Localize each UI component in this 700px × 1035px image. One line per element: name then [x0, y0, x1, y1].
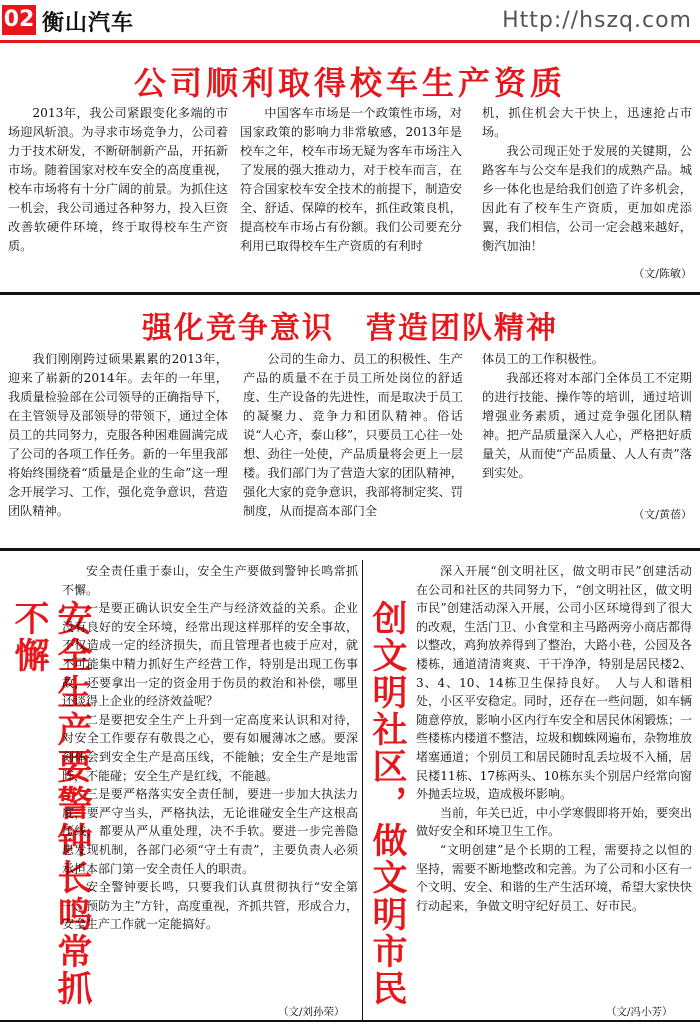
article2-col3-text: 我部还将对本部门全体员工不定期的进行技能、操作等的培训，通过培训增强业务素质，通过竞争强化团队精神。把产品质量深入人心，严格把好质量关，从而使“产品质量、人人有责”落到实处。: [482, 371, 692, 480]
article1-col3-cont: 机，抓住机会大干快上，迅速抢占市场。: [482, 106, 692, 139]
article4-paragraph: 当前，年关已近，中小学寒假即将开始，要突出做好安全和环境卫生工作。: [416, 805, 693, 839]
page-number: 02: [2, 5, 36, 35]
article3-paragraph: 一是要正确认识安全生产与经济效益的关系。企业没有良好的安全环境，经常出现这样那样的安全事故，不仅造成一定的经济损失，而且管理者也疲于应对，就不可能集中精力抓好生产经营工作，特别是出现工伤事故，还要拿出一定的资金用于伤员的救治和补偿，哪里还谈得上企业的经济效益呢？: [62, 601, 358, 709]
bottom-rule: [0, 1020, 700, 1022]
article1-byline: （文/陈敏）: [633, 267, 692, 280]
article2-col2-text: 公司的生命力、员工的积极性、生产产品的质量不在于员工所处岗位的舒适度、生产设备的先进性，而是取决于员工的凝聚力、竞争力和团队精神。俗话说“人心齐，泰山移”，只要员工心往一处想、劲往一处使，产品质量将会更上一层楼。我们部门为了营造大家的团队精神，强化大家的竞争意识，我部将制定奖、罚制度，从而提高本部门全: [243, 352, 463, 518]
article3-paragraph: 三是要严格落实安全责任制，要进一步加大执法力度，要严守当头，严格执法，无论谁碰安全生产这根高压线，都要从严从重处理，决不手软。要进一步完善隐患发现机制，各部门必须“守土有责”，主要负责人必须承担本部门第一安全责任人的职责。: [62, 787, 358, 876]
article1-col3: [482, 104, 692, 283]
article2-title: 强化竞争意识 营造团队精神: [142, 311, 558, 346]
article1-col1: [8, 104, 228, 256]
article3-paragraph: 安全责任重于泰山，安全生产要做到警钟长鸣常抓不懈。: [62, 564, 358, 597]
article4-paragraph: “文明创建”是个长期的工程，需要持之以恒的坚持，需要不断地整改和完善。为了公司和小区有一个文明、安全、和谐的生产生活环境，希望大家快快行动起来，争做文明守纪好员工、好市民。: [416, 842, 693, 913]
article2-col3-cont: 体员工的工作积极性。: [482, 352, 604, 366]
article2-col2: [243, 350, 463, 521]
website-url[interactable]: Http://hszq.com: [502, 8, 692, 33]
header-rule: [0, 40, 700, 43]
article4-title: 创文明社区，做文明市民: [367, 600, 407, 1007]
article2-col1: [8, 350, 228, 521]
article2-col1-text: 我们刚刚跨过硕果累累的2013年，迎来了崭新的2014年。去年的一年里，我质量检验部在公司领导的正确指导下，在主管领导及部领导的带领下，通过全体员工的共同努力，克服各种困难圆满完成了公司的各项工作任务。新的一年里我部将始终围绕着“质量是企业的生命”这一理念开展学习、工作，强化竞争意识，营造团队精神。: [8, 352, 228, 518]
article4-body: [416, 562, 692, 915]
article1-title: 公司顺利取得校车生产资质: [133, 64, 566, 102]
article1-col3-text: 我公司现正处于发展的关键期，公路客车与公交车是我们的成熟产品。城乡一体化也是给我们创造了许多机会，因此有了校车生产资质，更加如虎添翼，我们相信，公司一定会越来越好，衡汽加油！: [482, 144, 692, 253]
article1-col2-text: 中国客车市场是一个政策性市场，对国家政策的影响力非常敏感，2013年是校车之年，校车市场无疑为客车市场注入了发展的强大推动力，对于校车而言，在符合国家校车安全技术的前提下，制造安全、舒适、保障的校车，抓住政策良机，提高校车市场占有份额。我们公司要充分利用已取得校车生产资质的有利时: [240, 106, 462, 253]
article1-col1-text: 2013年，我公司紧跟变化多端的市场迎风斩浪。为寻求市场竞争力，公司着力于技术研发，不断研制新产品，开拓新市场。随着国家对校车安全的高度重视，校车市场将有十分广阔的前景。为抓住这一机会，我公司通过各种努力，投入巨资改善软硬件环境，终于取得校车生产资质。: [8, 106, 228, 253]
article3-paragraph: 安全警钟要长鸣，只要我们认真贯彻执行“安全第一、预防为主”方针，高度重视，齐抓共管，形成合力，安全生产工作就一定能搞好。: [62, 880, 358, 932]
article4-paragraph: 深入开展“创文明社区，做文明市民”创建活动在公司和社区的共同努力下，“创文明社区，做文明市民”创建活动深入开展，公司小区环境得到了很大的改观，生活门卫、小食堂和主马路两旁小商店都得以整改，鸡狗放养得到了整治，大路小巷，公园及各楼栋，通道清清爽爽、干干净净，特别是居民楼2、3、4、10、14栋卫生保持良好。 人与人和谐相处，小区平安稳定。同时，还存在一些问题，如车辆随意停放，影响小区内行车安全和居民休闲锻炼；一些楼栋内楼道不整洁，垃圾和蜘蛛网遍布，杂物堆放堵塞通道；个别员工和居民随时乱丢垃圾不入桶，居民楼11栋、17栋两头、10栋东头个别居户经常向窗外抛丢垃圾，造成极坏影响。: [416, 564, 693, 802]
article3-byline: （文/刘孙荣）: [278, 1006, 345, 1018]
article2-col3: [482, 350, 692, 524]
article3-paragraph: 二是要把安全生产上升到一定高度来认识和对待，对安全工作要存有敬畏之心，要有如履薄冰之感。要深刻体会到安全生产是高压线，不能触；安全生产是地雷阵，不能碰；安全生产是红线，不能越。: [62, 712, 358, 783]
masthead: [0, 0, 700, 44]
article2-byline: （文/黄蓓）: [633, 508, 692, 521]
section-divider: [0, 548, 700, 551]
article1-col2: [240, 104, 462, 256]
section-divider: [0, 292, 700, 295]
article3-body: [62, 562, 358, 934]
article3-title: 安全生产要警钟长鸣常抓不懈: [9, 600, 92, 1007]
article4-byline: （文/冯小芳）: [606, 1006, 673, 1018]
paper-name: 衡山汽车: [42, 11, 135, 36]
column-divider: [362, 560, 363, 1020]
